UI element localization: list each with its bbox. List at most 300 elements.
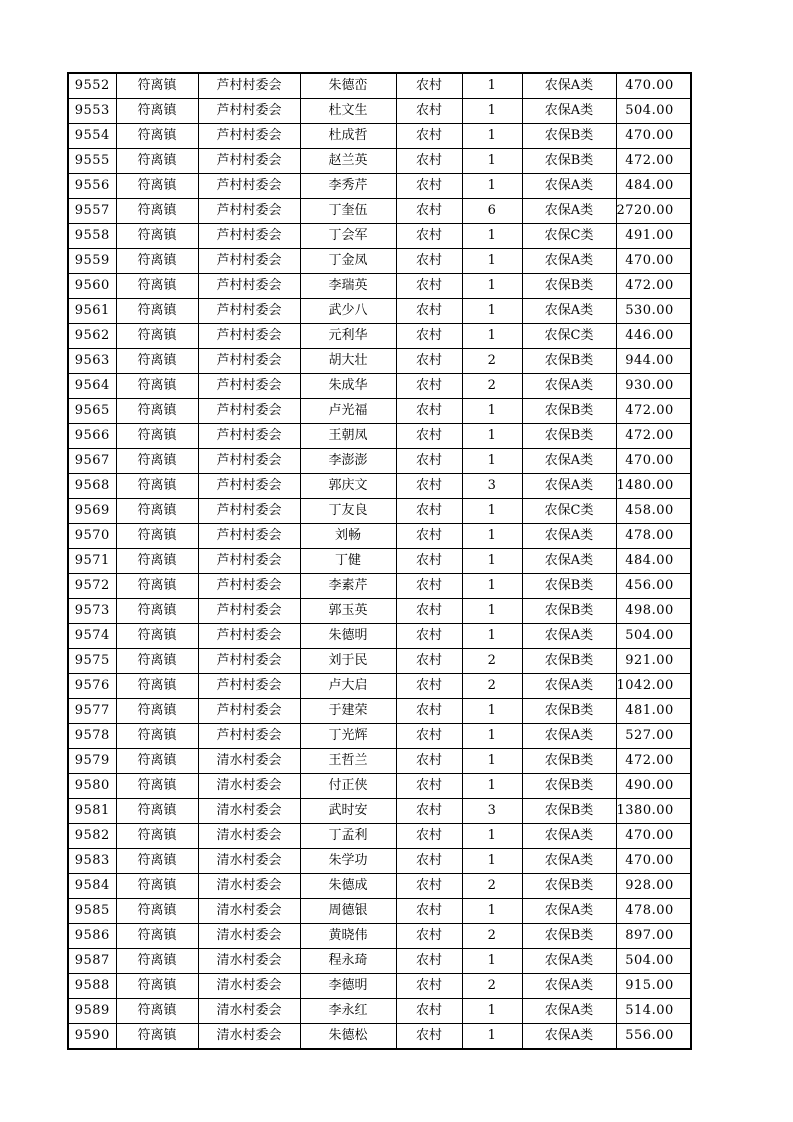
row-id-cell: 9574 [68,624,116,649]
household-size-cell: 1 [462,549,522,574]
table-row [68,174,691,199]
town-cell: 符离镇 [116,974,198,999]
amount-cell: 944.00 [616,349,691,374]
row-id-cell: 9561 [68,299,116,324]
amount-cell: 897.00 [616,924,691,949]
town-cell: 符离镇 [116,249,198,274]
committee-cell: 芦村村委会 [198,99,300,124]
committee-cell: 芦村村委会 [198,149,300,174]
area-type-cell: 农村 [396,699,462,724]
area-type-cell: 农村 [396,574,462,599]
row-id-cell: 9557 [68,199,116,224]
committee-cell: 芦村村委会 [198,324,300,349]
household-size-cell: 1 [462,999,522,1024]
insurance-class-cell: 农保A类 [522,474,616,499]
insurance-class-cell: 农保A类 [522,949,616,974]
household-size-cell: 1 [462,774,522,799]
row-id-cell: 9567 [68,449,116,474]
amount-cell: 928.00 [616,874,691,899]
amount-cell: 470.00 [616,73,691,99]
amount-cell: 530.00 [616,299,691,324]
insurance-class-cell: 农保A类 [522,73,616,99]
insurance-class-cell: 农保B类 [522,799,616,824]
table-row [68,849,691,874]
table-row [68,399,691,424]
area-type-cell: 农村 [396,949,462,974]
town-cell: 符离镇 [116,449,198,474]
insurance-class-cell: 农保C类 [522,499,616,524]
insurance-class-cell: 农保B类 [522,149,616,174]
area-type-cell: 农村 [396,499,462,524]
amount-cell: 930.00 [616,374,691,399]
row-id-cell: 9572 [68,574,116,599]
insurance-class-cell: 农保A类 [522,824,616,849]
name-cell: 刘畅 [300,524,396,549]
committee-cell: 芦村村委会 [198,499,300,524]
household-size-cell: 1 [462,624,522,649]
committee-cell: 芦村村委会 [198,124,300,149]
name-cell: 程永琦 [300,949,396,974]
committee-cell: 清水村委会 [198,799,300,824]
household-size-cell: 1 [462,124,522,149]
household-size-cell: 1 [462,99,522,124]
table-row [68,574,691,599]
row-id-cell: 9581 [68,799,116,824]
name-cell: 朱德松 [300,1024,396,1050]
table-row [68,774,691,799]
row-id-cell: 9573 [68,599,116,624]
row-id-cell: 9560 [68,274,116,299]
row-id-cell: 9587 [68,949,116,974]
insurance-class-cell: 农保A类 [522,674,616,699]
area-type-cell: 农村 [396,724,462,749]
table-row [68,674,691,699]
row-id-cell: 9576 [68,674,116,699]
household-size-cell: 1 [462,274,522,299]
row-id-cell: 9570 [68,524,116,549]
area-type-cell: 农村 [396,549,462,574]
area-type-cell: 农村 [396,1024,462,1050]
town-cell: 符离镇 [116,899,198,924]
household-size-cell: 1 [462,824,522,849]
insurance-class-cell: 农保C类 [522,224,616,249]
table-row [68,699,691,724]
committee-cell: 清水村委会 [198,849,300,874]
insurance-class-cell: 农保B类 [522,399,616,424]
table-row [68,1024,691,1050]
row-id-cell: 9555 [68,149,116,174]
area-type-cell: 农村 [396,174,462,199]
name-cell: 周德银 [300,899,396,924]
row-id-cell: 9563 [68,349,116,374]
name-cell: 元利华 [300,324,396,349]
name-cell: 李秀芹 [300,174,396,199]
table-row [68,73,691,99]
committee-cell: 芦村村委会 [198,424,300,449]
amount-cell: 470.00 [616,249,691,274]
town-cell: 符离镇 [116,274,198,299]
table-row [68,449,691,474]
table-row [68,999,691,1024]
household-size-cell: 1 [462,699,522,724]
household-size-cell: 2 [462,349,522,374]
town-cell: 符离镇 [116,224,198,249]
row-id-cell: 9590 [68,1024,116,1050]
amount-cell: 472.00 [616,149,691,174]
household-size-cell: 2 [462,374,522,399]
town-cell: 符离镇 [116,349,198,374]
committee-cell: 芦村村委会 [198,449,300,474]
name-cell: 杜文生 [300,99,396,124]
insurance-class-cell: 农保A类 [522,524,616,549]
name-cell: 武少八 [300,299,396,324]
area-type-cell: 农村 [396,674,462,699]
table-row [68,624,691,649]
town-cell: 符离镇 [116,749,198,774]
area-type-cell: 农村 [396,749,462,774]
area-type-cell: 农村 [396,849,462,874]
insurance-class-cell: 农保A类 [522,299,616,324]
committee-cell: 清水村委会 [198,774,300,799]
table-row [68,799,691,824]
table-row [68,324,691,349]
household-size-cell: 1 [462,724,522,749]
town-cell: 符离镇 [116,73,198,99]
town-cell: 符离镇 [116,574,198,599]
town-cell: 符离镇 [116,149,198,174]
table-row [68,224,691,249]
insurance-class-cell: 农保A类 [522,374,616,399]
insurance-class-cell: 农保A类 [522,549,616,574]
town-cell: 符离镇 [116,599,198,624]
name-cell: 丁健 [300,549,396,574]
committee-cell: 清水村委会 [198,974,300,999]
area-type-cell: 农村 [396,524,462,549]
area-type-cell: 农村 [396,124,462,149]
household-size-cell: 1 [462,299,522,324]
table-row [68,99,691,124]
town-cell: 符离镇 [116,474,198,499]
table-row [68,724,691,749]
household-size-cell: 6 [462,199,522,224]
town-cell: 符离镇 [116,174,198,199]
table-row [68,274,691,299]
area-type-cell: 农村 [396,899,462,924]
area-type-cell: 农村 [396,224,462,249]
row-id-cell: 9580 [68,774,116,799]
town-cell: 符离镇 [116,624,198,649]
amount-cell: 1042.00 [616,674,691,699]
insurance-class-cell: 农保A类 [522,449,616,474]
table-row [68,299,691,324]
household-size-cell: 1 [462,599,522,624]
name-cell: 李永红 [300,999,396,1024]
name-cell: 郭玉英 [300,599,396,624]
name-cell: 李素芹 [300,574,396,599]
row-id-cell: 9566 [68,424,116,449]
amount-cell: 472.00 [616,274,691,299]
table-row [68,424,691,449]
household-size-cell: 1 [462,949,522,974]
town-cell: 符离镇 [116,774,198,799]
town-cell: 符离镇 [116,849,198,874]
amount-cell: 2720.00 [616,199,691,224]
row-id-cell: 9552 [68,73,116,99]
town-cell: 符离镇 [116,499,198,524]
town-cell: 符离镇 [116,824,198,849]
area-type-cell: 农村 [396,199,462,224]
table-row [68,499,691,524]
amount-cell: 514.00 [616,999,691,1024]
row-id-cell: 9575 [68,649,116,674]
insurance-class-cell: 农保B类 [522,424,616,449]
row-id-cell: 9585 [68,899,116,924]
amount-cell: 1480.00 [616,474,691,499]
amount-cell: 915.00 [616,974,691,999]
area-type-cell: 农村 [396,399,462,424]
name-cell: 付正侠 [300,774,396,799]
committee-cell: 芦村村委会 [198,249,300,274]
row-id-cell: 9556 [68,174,116,199]
committee-cell: 芦村村委会 [198,649,300,674]
row-id-cell: 9583 [68,849,116,874]
household-size-cell: 2 [462,649,522,674]
town-cell: 符离镇 [116,399,198,424]
name-cell: 王朝凤 [300,424,396,449]
committee-cell: 芦村村委会 [198,549,300,574]
household-size-cell: 1 [462,749,522,774]
committee-cell: 清水村委会 [198,899,300,924]
committee-cell: 芦村村委会 [198,299,300,324]
committee-cell: 清水村委会 [198,999,300,1024]
household-size-cell: 1 [462,424,522,449]
household-size-cell: 1 [462,849,522,874]
row-id-cell: 9569 [68,499,116,524]
committee-cell: 清水村委会 [198,749,300,774]
town-cell: 符离镇 [116,124,198,149]
name-cell: 黄晓伟 [300,924,396,949]
name-cell: 李瑞英 [300,274,396,299]
table-row [68,649,691,674]
area-type-cell: 农村 [396,799,462,824]
town-cell: 符离镇 [116,424,198,449]
table-row [68,824,691,849]
row-id-cell: 9559 [68,249,116,274]
amount-cell: 472.00 [616,749,691,774]
committee-cell: 清水村委会 [198,949,300,974]
amount-cell: 498.00 [616,599,691,624]
committee-cell: 芦村村委会 [198,274,300,299]
table-row [68,974,691,999]
amount-cell: 504.00 [616,624,691,649]
table-row [68,549,691,574]
household-size-cell: 1 [462,324,522,349]
area-type-cell: 农村 [396,874,462,899]
area-type-cell: 农村 [396,999,462,1024]
name-cell: 李德明 [300,974,396,999]
insurance-class-cell: 农保A类 [522,174,616,199]
household-size-cell: 1 [462,174,522,199]
committee-cell: 芦村村委会 [198,574,300,599]
table-row [68,899,691,924]
amount-cell: 472.00 [616,399,691,424]
amount-cell: 1380.00 [616,799,691,824]
amount-cell: 478.00 [616,899,691,924]
household-size-cell: 1 [462,574,522,599]
town-cell: 符离镇 [116,999,198,1024]
name-cell: 朱德成 [300,874,396,899]
name-cell: 丁会军 [300,224,396,249]
committee-cell: 芦村村委会 [198,73,300,99]
area-type-cell: 农村 [396,824,462,849]
household-size-cell: 2 [462,874,522,899]
table-row [68,524,691,549]
area-type-cell: 农村 [396,274,462,299]
household-size-cell: 1 [462,899,522,924]
insurance-class-cell: 农保B类 [522,699,616,724]
town-cell: 符离镇 [116,199,198,224]
area-type-cell: 农村 [396,299,462,324]
household-size-cell: 1 [462,399,522,424]
town-cell: 符离镇 [116,649,198,674]
table-row [68,949,691,974]
name-cell: 郭庆文 [300,474,396,499]
committee-cell: 芦村村委会 [198,724,300,749]
row-id-cell: 9588 [68,974,116,999]
committee-cell: 清水村委会 [198,1024,300,1050]
committee-cell: 芦村村委会 [198,224,300,249]
amount-cell: 484.00 [616,549,691,574]
row-id-cell: 9564 [68,374,116,399]
name-cell: 朱成华 [300,374,396,399]
area-type-cell: 农村 [396,449,462,474]
name-cell: 胡大壮 [300,349,396,374]
insurance-class-cell: 农保B类 [522,274,616,299]
household-size-cell: 1 [462,1024,522,1050]
insurance-class-cell: 农保A类 [522,899,616,924]
insurance-class-cell: 农保A类 [522,999,616,1024]
name-cell: 朱德明 [300,624,396,649]
town-cell: 符离镇 [116,924,198,949]
area-type-cell: 农村 [396,924,462,949]
row-id-cell: 9562 [68,324,116,349]
table-row [68,199,691,224]
area-type-cell: 农村 [396,99,462,124]
insurance-class-cell: 农保B类 [522,924,616,949]
household-size-cell: 2 [462,974,522,999]
town-cell: 符离镇 [116,949,198,974]
table-row [68,924,691,949]
table-row [68,599,691,624]
row-id-cell: 9586 [68,924,116,949]
benefit-ledger-table [67,72,692,1050]
table-row [68,749,691,774]
row-id-cell: 9568 [68,474,116,499]
insurance-class-cell: 农保B类 [522,749,616,774]
row-id-cell: 9565 [68,399,116,424]
area-type-cell: 农村 [396,73,462,99]
committee-cell: 清水村委会 [198,874,300,899]
insurance-class-cell: 农保A类 [522,99,616,124]
town-cell: 符离镇 [116,549,198,574]
name-cell: 朱学功 [300,849,396,874]
area-type-cell: 农村 [396,599,462,624]
household-size-cell: 2 [462,924,522,949]
insurance-class-cell: 农保A类 [522,249,616,274]
town-cell: 符离镇 [116,799,198,824]
town-cell: 符离镇 [116,374,198,399]
amount-cell: 481.00 [616,699,691,724]
amount-cell: 458.00 [616,499,691,524]
name-cell: 李澎澎 [300,449,396,474]
town-cell: 符离镇 [116,674,198,699]
row-id-cell: 9578 [68,724,116,749]
area-type-cell: 农村 [396,149,462,174]
insurance-class-cell: 农保A类 [522,1024,616,1050]
area-type-cell: 农村 [396,424,462,449]
insurance-class-cell: 农保A类 [522,849,616,874]
household-size-cell: 1 [462,249,522,274]
amount-cell: 504.00 [616,949,691,974]
insurance-class-cell: 农保B类 [522,599,616,624]
amount-cell: 478.00 [616,524,691,549]
amount-cell: 470.00 [616,449,691,474]
table-row [68,249,691,274]
area-type-cell: 农村 [396,474,462,499]
insurance-class-cell: 农保A类 [522,624,616,649]
household-size-cell: 1 [462,499,522,524]
amount-cell: 472.00 [616,424,691,449]
row-id-cell: 9582 [68,824,116,849]
amount-cell: 470.00 [616,849,691,874]
amount-cell: 470.00 [616,824,691,849]
row-id-cell: 9571 [68,549,116,574]
committee-cell: 清水村委会 [198,924,300,949]
insurance-class-cell: 农保C类 [522,324,616,349]
table-row [68,149,691,174]
name-cell: 于建荣 [300,699,396,724]
household-size-cell: 3 [462,799,522,824]
row-id-cell: 9553 [68,99,116,124]
amount-cell: 470.00 [616,124,691,149]
household-size-cell: 2 [462,674,522,699]
name-cell: 卢大启 [300,674,396,699]
committee-cell: 芦村村委会 [198,674,300,699]
committee-cell: 芦村村委会 [198,199,300,224]
table-row [68,474,691,499]
name-cell: 丁孟利 [300,824,396,849]
table-row [68,124,691,149]
row-id-cell: 9558 [68,224,116,249]
area-type-cell: 农村 [396,324,462,349]
town-cell: 符离镇 [116,1024,198,1050]
committee-cell: 清水村委会 [198,824,300,849]
town-cell: 符离镇 [116,524,198,549]
insurance-class-cell: 农保B类 [522,574,616,599]
row-id-cell: 9584 [68,874,116,899]
area-type-cell: 农村 [396,349,462,374]
name-cell: 丁奎伍 [300,199,396,224]
committee-cell: 芦村村委会 [198,624,300,649]
table-row [68,374,691,399]
household-size-cell: 1 [462,524,522,549]
town-cell: 符离镇 [116,299,198,324]
ledger-body [68,73,691,1049]
committee-cell: 芦村村委会 [198,524,300,549]
name-cell: 刘于民 [300,649,396,674]
row-id-cell: 9577 [68,699,116,724]
insurance-class-cell: 农保A类 [522,199,616,224]
